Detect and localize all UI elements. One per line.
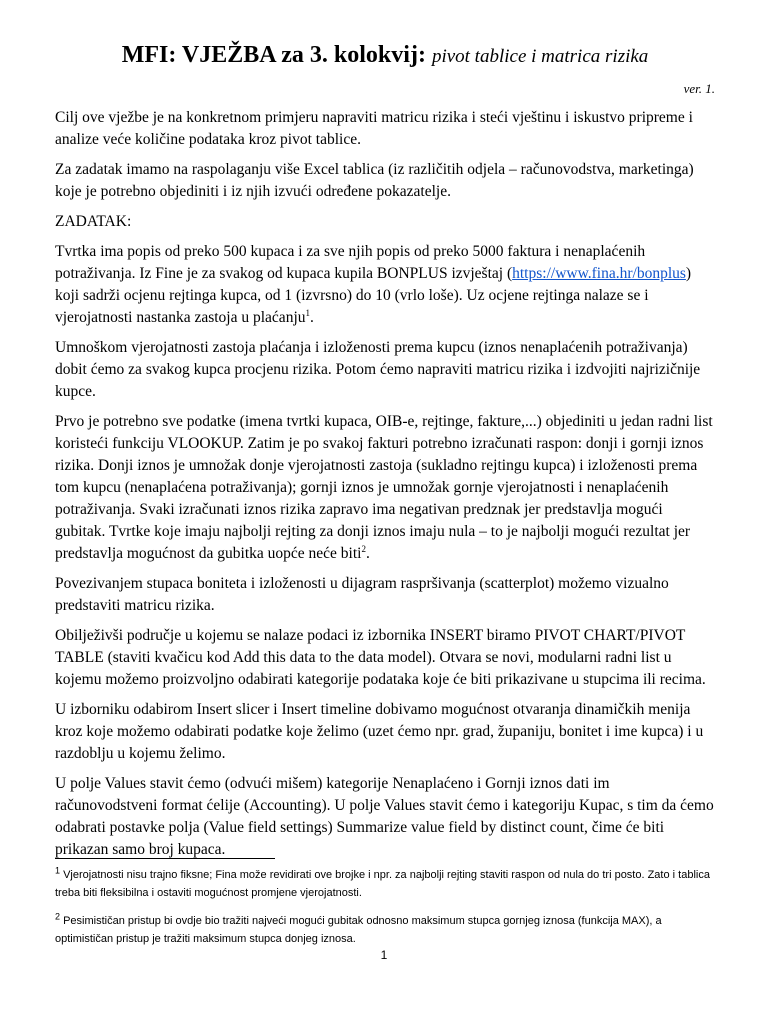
- text-run: Summarize value field by: [336, 819, 497, 837]
- document-title: [55, 40, 715, 71]
- paragraph-company: [55, 241, 715, 329]
- text-run: stavit ćemo i kategoriju Kupac, s tim da ćemo odabrati postavke polja (: [55, 797, 714, 837]
- footnote-2: [55, 912, 715, 948]
- paragraph-scatterplot: [55, 573, 715, 617]
- text-run: Accounting: [249, 797, 322, 815]
- footnote-separator: [55, 858, 275, 859]
- bonplus-link[interactable]: https://www.fina.hr/bonplus: [512, 265, 686, 283]
- text-run: ) koji sadrži ocjenu rejtinga kupca, od 1 (izvrsno) do 10 (vrlo loše). Uz ocjene rejtinga nalaze se i vjerojatnosti nastanka zastoja u plaćanju: [55, 265, 692, 327]
- text-run: Values: [384, 797, 426, 815]
- paragraph-intro: Cilj ove vježbe je na konkretnom primjeru napraviti matricu rizika i steći vještinu i iskustvo pripreme i analize veće količine podataka kroz pivot tablice.: [55, 109, 693, 149]
- text-run: , čime će biti prikazan samo broj kupaca.: [55, 819, 665, 859]
- title-main: MFI: VJEŽBA za 3. kolokvij:: [121, 42, 426, 68]
- paragraph-values: [55, 773, 715, 861]
- page-number: 1: [380, 948, 388, 962]
- text-run: ). U polje: [321, 797, 385, 815]
- paragraph-task-heading: ZADATAK:: [55, 213, 132, 231]
- text-run: i: [269, 701, 282, 719]
- footnote-ref-1[interactable]: 1: [305, 308, 310, 319]
- text-run: scatterplot: [484, 575, 550, 593]
- text-run: Value field settings: [208, 819, 328, 837]
- text-run: stavit ćemo (odvući mišem) kategorije: [145, 775, 393, 793]
- text-run: distinct count: [500, 819, 585, 837]
- text-run: .: [310, 309, 314, 327]
- text-run: dati im računovodstveni format ćelije (: [55, 775, 610, 815]
- text-run: Insert slicer: [196, 701, 270, 719]
- footnote-number: 2: [55, 911, 61, 922]
- version-label: ver. 1.: [683, 81, 715, 97]
- footnote-text: Pesimističan pristup bi ovdje bio tražiti najveći mogući gubitak odnosno maksimum stupca gornjeg iznosa (funkcija MAX), a optimističan pristup je tražiti maksimum stupca donjeg iznosa.: [55, 915, 662, 945]
- text-run: Insert timeline: [281, 701, 372, 719]
- text-run: U polje: [55, 775, 105, 793]
- text-run: Povezivanjem stupaca boniteta i izloženosti u dijagram raspršivanja (: [55, 575, 485, 593]
- footnotes: [55, 866, 715, 958]
- footnote-text: Vjerojatnosti nisu trajno fiksne; Fina može revidirati ove brojke i npr. za najbolji rejting staviti raspon od nula do tri posto. Zato i tablica treba biti fleksibilna i ostaviti mogućnost promjene vjerojatnosti.: [55, 869, 710, 899]
- title-subtitle: pivot tablice i matrica rizika: [431, 46, 649, 67]
- footnote-1: [55, 866, 715, 902]
- text-run: ) možemo vizualno predstaviti matricu rizika.: [55, 575, 669, 615]
- text-run: Values: [104, 775, 146, 793]
- text-run: i: [473, 775, 486, 793]
- text-run: Prvo je potrebno sve podatke (imena tvrtki kupaca, OIB-e, rejtinge, fakture,...) objediniti u jedan radni list koristeći funkciju VLOOKUP. Zatim je po svakoj fakturi potrebno izračunati raspon: donji i gornji iznos rizika. Donji iznos je umnožak donje vjerojatnosti zastoja (sukladno rejtingu kupca) i izloženosti prema tom kupcu (nenaplaćena potraživanja); gornji iznos je umnožak gornje vjerojatnosti i nenaplaćenih potraživanja. Svaki izračunati iznos rizika zapravo ima negativan predznak jer predstavlja mogući gubitak. Tvrtke koje imaju najbolji rejting za donji iznos imaju nula – to je najbolji mogući rezultat jer predstavlja mogućnost da gubitka uopće neće biti: [55, 413, 713, 563]
- text-run: Add this data to the data model: [232, 649, 427, 667]
- text-run: Obilježivši područje u kojemu se nalaze podaci iz izbornika INSERT biramo PIVOT CHART/PIVOT TABLE (staviti kvačicu kod: [55, 627, 686, 667]
- footnote-ref-2[interactable]: 2: [361, 544, 366, 555]
- text-run: Gornji iznos: [485, 775, 563, 793]
- paragraph-vlookup: [55, 411, 715, 565]
- text-run: ): [327, 819, 337, 837]
- text-run: U izborniku odabirom: [55, 701, 197, 719]
- paragraph-tables: Za zadatak imamo na raspolaganju više Excel tablica (iz različitih odjela – računovodstva, marketinga) koje je potrebno objediniti i iz njih izvući određene pokazatelje.: [55, 161, 694, 201]
- document-page: [55, 40, 715, 869]
- text-run: .: [365, 545, 370, 563]
- text-run: Tvrtka ima popis od preko 500 kupaca i za sve njih popis od preko 5000 faktura i nenaplaćenih potraživanja. Iz Fine je za svakog od kupaca kupila BONPLUS izvještaj (: [55, 243, 646, 283]
- paragraph-slicer: [55, 699, 715, 765]
- text-run: dobivamo mogućnost otvaranja dinamičkih menija kroz koje možemo odabirati podatke koje želimo (uzet ćemo npr. grad, županiju, bonitet i ime kupca) i u razdoblju u kojemu želimo.: [55, 701, 704, 763]
- paragraph-pivot: [55, 625, 715, 691]
- footnote-number: 1: [55, 865, 61, 876]
- text-run: Nenaplaćeno: [392, 775, 474, 793]
- text-run: ). Otvara se novi, modularni radni list u kojemu možemo proizvoljno odabirati kategorije podataka koje će biti prikazivane u stupcima ili recima.: [55, 649, 706, 689]
- paragraph-risk-product: Umnoškom vjerojatnosti zastoja plaćanja i izloženosti prema kupcu (iznos nenaplaćenih potraživanja) dobit ćemo za svakog kupca procjenu rizika. Potom ćemo napraviti matricu rizika i izdvojiti najrizičnije kupce.: [55, 339, 701, 401]
